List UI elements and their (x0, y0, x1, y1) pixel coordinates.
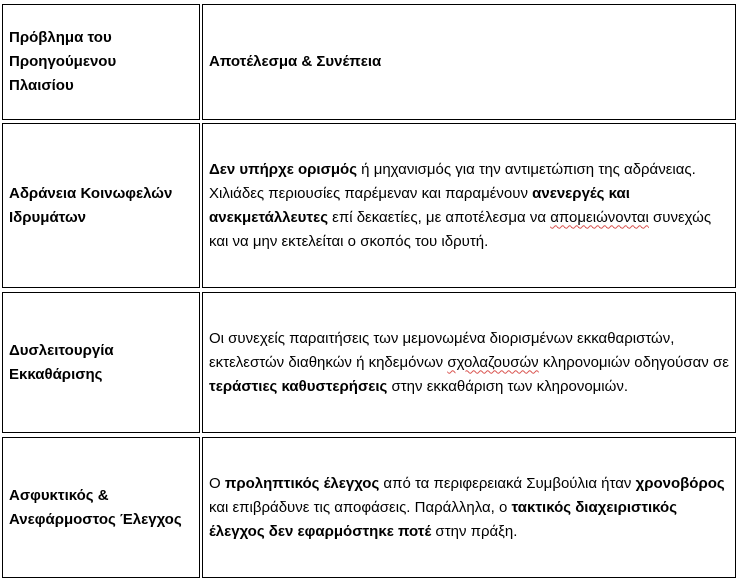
problem-label: Δυσλειτουργία Εκκαθάρισης (9, 341, 114, 383)
problem-cell (2, 292, 200, 433)
effect-segment: και επιβράδυνε τις αποφάσεις. Παράλληλα, ο (209, 498, 512, 516)
effect-segment: Οι συνεχείς παραιτήσεις των μεμονωμένα διορισμένων εκκαθαριστών, εκτελεστών διαθηκών ή κηδεμόνων (209, 329, 675, 371)
effect-segment: επί δεκαετίες, με αποτέλεσμα να (328, 208, 551, 226)
problem-cell (2, 123, 200, 288)
header-cell-problem (2, 4, 200, 120)
effect-text (209, 158, 729, 254)
spellcheck-word: απομειώνονται (550, 208, 649, 226)
table-row (0, 437, 740, 578)
problem-label: Αδράνεια Κοινωφελών Ιδρυμάτων (9, 184, 173, 226)
effect-segment: κληρονομιών οδηγούσαν σε (538, 353, 729, 371)
effect-segment: ανενεργές και ανεκμετάλλευτες (209, 184, 630, 226)
effect-segment: ή μηχανισμός για την αντιμετώπιση της αδράνειας. Χιλιάδες περιουσίες παρέμεναν και παραμένουν (209, 160, 696, 202)
effect-segment: συνεχώς και να μην εκτελείται ο σκοπός του ιδρυτή. (209, 208, 712, 250)
header-effect-label: Αποτέλεσμα & Συνέπεια (209, 53, 382, 70)
effect-segment: χρονοβόρος (635, 474, 725, 492)
problem-cell (2, 437, 200, 578)
spellcheck-word: σχολαζουσών (447, 353, 539, 371)
effect-cell (202, 437, 736, 578)
header-problem-label: Πρόβλημα του Προηγούμενου Πλαισίου (9, 29, 117, 94)
effect-segment: Δεν υπήρχε ορισμός (209, 160, 358, 178)
table-row (0, 123, 740, 288)
effect-segment: από τα περιφερειακά Συμβούλια ήταν (379, 474, 636, 492)
effect-segment: τακτικός διαχειριστικός έλεγχος δεν εφαρμόστηκε ποτέ (209, 498, 678, 540)
table-row (0, 292, 740, 433)
table-header-row (0, 4, 740, 120)
header-cell-effect (202, 4, 736, 120)
effect-segment: προληπτικός έλεγχος (224, 474, 380, 492)
effect-cell (202, 123, 736, 288)
problem-label: Ασφυκτικός & Ανεφάρμοστος Έλεγχος (9, 486, 182, 528)
effect-segment: τεράστιες καθυστερήσεις (209, 377, 388, 395)
effect-text (209, 472, 729, 544)
effect-segment: Ο (209, 474, 225, 492)
effect-text (209, 327, 729, 399)
effect-segment: στην πράξη. (431, 522, 518, 540)
effect-cell (202, 292, 736, 433)
effect-segment: στην εκκαθάριση των κληρονομιών. (387, 377, 629, 395)
